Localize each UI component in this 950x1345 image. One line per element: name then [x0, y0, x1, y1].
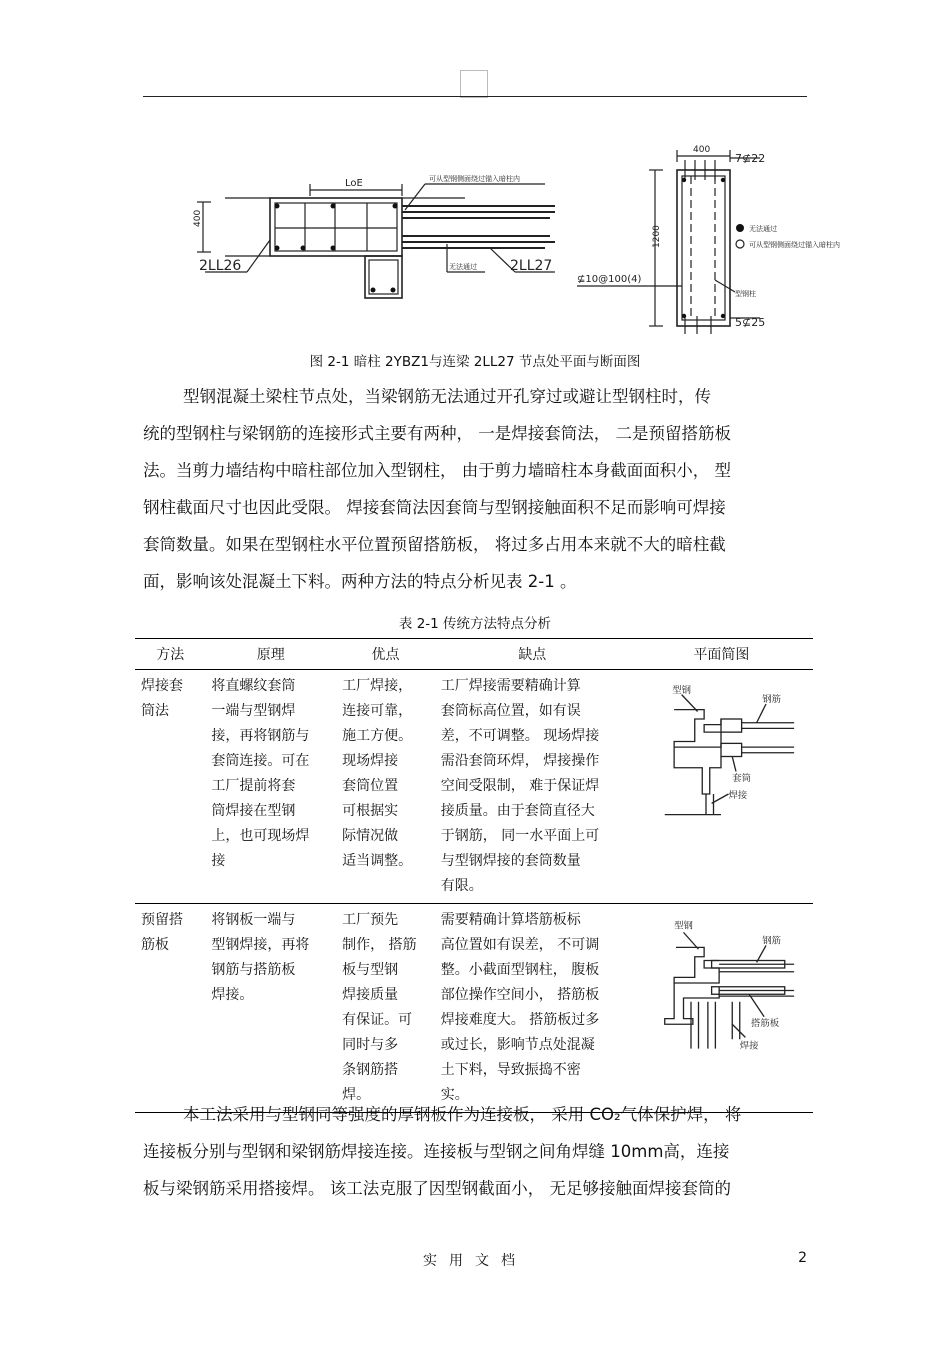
cell-line: 套筒标高位置，如有误 — [440, 703, 581, 719]
figure-caption: 图 2-1 暗柱 2YBZ1与连梁 2LL27 节点处平面与断面图 — [309, 354, 641, 370]
cell-line: 焊接套 — [141, 678, 183, 694]
cell-disadvantages — [435, 670, 630, 904]
cell-line: 整。小截面型钢柱， 腹板 — [440, 962, 600, 978]
cell-disadvantages — [435, 904, 630, 1113]
para1-line: 统的型钢柱与梁钢筋的连接形式主要有两种， 一是焊接套筒法， 二是预留搭筋板 — [143, 424, 731, 443]
cell-advantages — [336, 670, 435, 904]
cell-method — [135, 904, 205, 1113]
header-disadvantages: 缺点 — [435, 639, 630, 670]
sketch1-sleeve: 套筒 — [732, 772, 752, 784]
section-steel-column: 型钢柱 — [735, 290, 756, 298]
table-row — [135, 904, 813, 1113]
plan-note-top: 可从型钢侧面绕过锚入暗柱内 — [429, 175, 520, 183]
cell-line: 板与型钢 — [342, 962, 399, 978]
header-sketch: 平面简图 — [630, 639, 813, 670]
para1-line: 型钢混凝土梁柱节点处，当梁钢筋无法通过开孔穿过或避让型钢柱时，传 — [183, 387, 711, 406]
header-mark — [460, 70, 488, 98]
para1-line: 面，影响该处混凝土下料。两种方法的特点分析见表 2-1 。 — [143, 572, 577, 591]
cell-method — [135, 670, 205, 904]
sketch2-plate: 搭筋板 — [751, 1018, 780, 1030]
cell-line: 型钢焊接，再将 — [211, 937, 310, 953]
cell-line: 空间受限制， 难于保证焊 — [440, 778, 600, 794]
section-stirrup: ⊈10@100(4) — [577, 274, 642, 285]
cell-line: 预留搭 — [141, 912, 183, 928]
cell-line: 钢筋与搭筋板 — [211, 962, 296, 978]
cell-principle — [205, 904, 336, 1113]
plan-label-2ll27: 2LL27 — [510, 258, 553, 274]
cell-line: 于钢筋， 同一水平面上可 — [440, 828, 600, 844]
cell-line: 有限。 — [440, 878, 483, 894]
cell-line: 可根据实 — [342, 803, 399, 819]
para2-line: 连接板分别与型钢和梁钢筋焊接连接。连接板与型钢之间角焊缝 10mm高，连接 — [143, 1142, 730, 1161]
cell-line: 有保证。可 — [342, 1012, 413, 1028]
cell-line: 筋板 — [141, 937, 169, 953]
cell-line: 或过长，影响节点处混凝 — [440, 1037, 595, 1053]
para1-line: 法。当剪力墙结构中暗柱部位加入型钢柱， 由于剪力墙暗柱本身截面面积小， 型 — [143, 461, 731, 480]
sketch1-steel: 型钢 — [672, 684, 692, 696]
cell-line: 与型钢焊接的套筒数量 — [440, 853, 581, 869]
cell-sketch — [630, 670, 813, 904]
footer-text: 实用文档 — [423, 1253, 527, 1269]
plan-note-bottom: 无法通过 — [449, 263, 477, 271]
cell-line: 际情况做 — [342, 828, 399, 844]
cell-line: 焊接质量 — [342, 987, 399, 1003]
cell-line: 施工方便。 — [342, 728, 413, 744]
cell-line: 焊。 — [342, 1087, 371, 1103]
cell-line: 工厂焊接， — [342, 678, 413, 694]
table-row — [135, 670, 813, 904]
cell-line: 将钢板一端与 — [211, 912, 296, 928]
plan-label-2ll26: 2LL26 — [199, 258, 242, 274]
para2-line: 板与梁钢筋采用搭接焊。 该工法克服了因型钢截面小， 无足够接触面焊接套筒的 — [143, 1179, 731, 1198]
cell-line: 适当调整。 — [342, 853, 413, 869]
cell-line: 一端与型钢焊 — [211, 703, 296, 719]
cell-line: 焊接。 — [211, 987, 254, 1003]
cell-line: 工厂焊接需要精确计算 — [440, 678, 581, 694]
section-bottom-bars: 5⊈25 — [735, 316, 766, 329]
section-view — [577, 145, 840, 334]
cell-line: 土下料，导致振捣不密 — [440, 1062, 581, 1078]
paragraph-1 — [143, 378, 807, 600]
cell-line: 焊接难度大。 搭筋板过多 — [440, 1012, 600, 1028]
plan-view — [193, 174, 555, 298]
cell-advantages — [336, 904, 435, 1113]
table-header-row — [135, 639, 813, 670]
cell-line: 需沿套筒环焊， 焊接操作 — [440, 753, 600, 769]
section-dim-top: 400 — [693, 145, 711, 155]
section-top-bars: 7⊈22 — [735, 152, 766, 165]
cell-line: 套筒连接。可在 — [211, 753, 310, 769]
cell-line: 同时与多 — [342, 1037, 399, 1053]
header-advantages: 优点 — [336, 639, 435, 670]
cell-line: 条钢筋搭 — [342, 1062, 399, 1078]
table-caption: 表 2-1 传统方法特点分析 — [398, 616, 552, 632]
cell-principle — [205, 670, 336, 904]
plan-dim-400: 400 — [193, 209, 203, 227]
cell-line: 套筒位置 — [342, 778, 399, 794]
cell-line: 实。 — [440, 1087, 469, 1103]
cell-line: 制作， 搭筋 — [342, 937, 417, 953]
page-number: 2 — [798, 1250, 807, 1266]
cell-line: 高位置如有误差， 不可调 — [440, 937, 600, 953]
paragraph-2 — [143, 1096, 807, 1207]
legend-solid: 无法通过 — [749, 225, 777, 233]
legend-open: 可从型钢侧面绕过锚入暗柱内 — [749, 241, 840, 249]
plate-sketch — [646, 908, 796, 1058]
cell-line: 接 — [211, 853, 226, 869]
cell-line: 筒法 — [141, 703, 169, 719]
plan-dim-loe: LoE — [345, 178, 363, 189]
cell-line: 筒焊接在型钢 — [211, 803, 296, 819]
sketch2-weld: 焊接 — [740, 1040, 759, 1052]
cell-line: 部位操作空间小， 搭筋板 — [440, 987, 600, 1003]
header-method: 方法 — [135, 639, 205, 670]
cell-line: 需要精确计算塔筋板标 — [440, 912, 581, 928]
sketch1-rebar: 钢筋 — [762, 694, 782, 706]
para1-line: 套筒数量。如果在型钢柱水平位置预留搭筋板， 将过多占用本来就不大的暗柱截 — [143, 535, 726, 554]
cell-line: 工厂提前将套 — [211, 778, 296, 794]
cell-line: 接，再将钢筋与 — [211, 728, 310, 744]
sleeve-sketch — [646, 674, 796, 824]
cell-line: 上，也可现场焊 — [211, 828, 310, 844]
cell-line: 差，不可调整。 现场焊接 — [440, 728, 600, 744]
section-dim-height: 1200 — [652, 225, 662, 248]
figure-2-1 — [185, 140, 875, 340]
cell-line: 现场焊接 — [342, 753, 399, 769]
sketch2-steel: 型钢 — [674, 920, 694, 932]
sketch2-rebar: 钢筋 — [762, 935, 782, 947]
cell-line: 将直螺纹套筒 — [211, 678, 296, 694]
cell-line: 工厂预先 — [342, 912, 399, 928]
cell-line: 连接可靠， — [342, 703, 413, 719]
cell-line: 接质量。由于套筒直径大 — [440, 803, 595, 819]
sketch1-weld: 焊接 — [728, 789, 748, 801]
para2-line: 本工法采用与型钢同等强度的厚钢板作为连接板， 采用 CO₂气体保护焊， 将 — [183, 1105, 742, 1124]
header-rule — [143, 96, 807, 97]
methods-table — [135, 638, 813, 1113]
header-principle: 原理 — [205, 639, 336, 670]
cell-sketch — [630, 904, 813, 1113]
para1-line: 钢柱截面尺寸也因此受限。 焊接套筒法因套筒与型钢接触面积不足而影响可焊接 — [143, 498, 726, 517]
